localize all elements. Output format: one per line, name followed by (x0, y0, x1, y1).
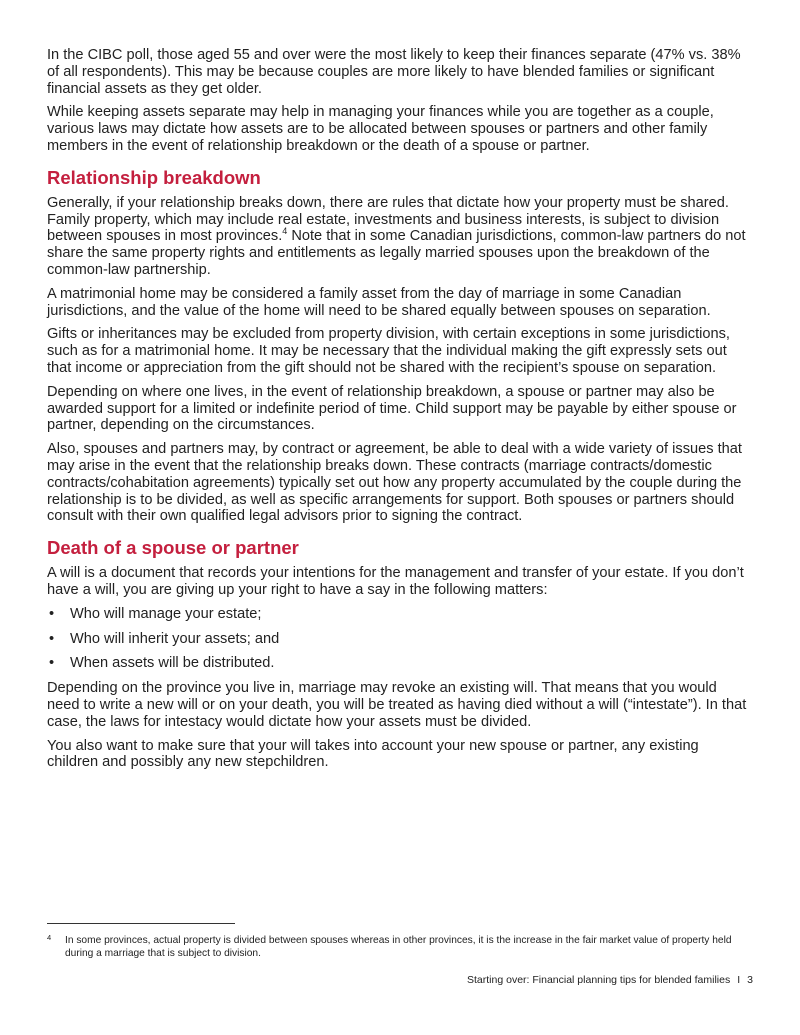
footnote (47, 934, 752, 960)
relationship-paragraph-5: Also, spouses and partners may, by contract or agreement, be able to deal with a wide variety of issues that may arise in the event that the relationship breaks down. These contracts (marriage contracts/domestic contracts/cohabitation agreements) typically set out how any property accumulated by the couple during the relationship is to be divided, as well as specific arrangements for support. Both spouses or partners should consult with their own qualified legal advisors prior to signing the contract. (47, 441, 742, 525)
intro-paragraph-2: While keeping assets separate may help in managing your finances while you are together as a couple, various laws may dictate how assets are to be allocated between spouses or partners and other family members in the event of relationship breakdown or the death of a spouse or partner. (47, 104, 714, 154)
relationship-paragraph-1-text-b: Note that in some Canadian jurisdictions, common-law partners do not share the same property rights and entitlements as legally married spouses upon the breakdown of the common-law partnership. (47, 228, 746, 278)
list-item (47, 606, 752, 623)
page-number: 3 (747, 974, 753, 986)
bullet-icon: • (49, 630, 55, 647)
list-item-text: Who will manage your estate; (70, 605, 262, 622)
page-body (47, 47, 752, 778)
footnote-text: In some provinces, actual property is divided between spouses whereas in other provinces, it is the increase in the fair market value of property held during a marriage that is subject to division. (65, 935, 732, 959)
relationship-paragraph-2: A matrimonial home may be considered a family asset from the day of marriage in some Canadian jurisdictions, and the value of the home will need to be shared equally between spouses on separation. (47, 285, 711, 319)
relationship-paragraph-1 (47, 195, 752, 279)
death-paragraph-2: Depending on the province you live in, marriage may revoke an existing will. That means that you would need to write a new will or on your death, you will be treated as having died without a will (“intestate”). In that case, the laws for intestacy would dictate how your assets must be divided. (47, 680, 747, 730)
list-item (47, 631, 752, 648)
footnote-reference[interactable]: 4 (282, 226, 288, 237)
relationship-paragraph-4: Depending on where one lives, in the event of relationship breakdown, a spouse or partner may also be awarded support for a limited or indefinite period of time. Child support may be payable by either spouse or partner, depending on the circumstances. (47, 383, 737, 434)
death-heading: Death of a spouse or partner (47, 537, 299, 559)
relationship-paragraph-1-text-a: Generally, if your relationship breaks down, there are rules that dictate how your property must be shared. Family property, which may include real estate, investments and business interests, is subject to division between spouses in most provinces. (47, 194, 729, 245)
bullet-icon: • (49, 655, 55, 672)
page-footer (467, 974, 753, 987)
footer-title: Starting over: Financial planning tips for blended families (467, 974, 731, 986)
list-item (47, 655, 752, 672)
list-item-text: When assets will be distributed. (70, 655, 275, 672)
relationship-breakdown-heading: Relationship breakdown (47, 166, 261, 188)
will-matters-list (47, 606, 752, 672)
footnote-divider (47, 923, 235, 924)
footer-separator: I (737, 974, 741, 986)
footnote-number: 4 (47, 933, 52, 942)
death-paragraph-1: A will is a document that records your intentions for the management and transfer of your estate. If you don’t have a will, you are giving up your right to have a say in the following matters: (47, 565, 744, 598)
intro-paragraph-1: In the CIBC poll, those aged 55 and over were the most likely to keep their finances separate (47% vs. 38% of all respondents). This may be because couples are more likely to have blended families or significant financial assets as they get older. (47, 47, 741, 97)
bullet-icon: • (49, 605, 55, 622)
list-item-text: Who will inherit your assets; and (70, 630, 280, 647)
relationship-paragraph-3: Gifts or inheritances may be excluded from property division, with certain exceptions in some jurisdictions, such as for a matrimonial home. It may be necessary that the individual making the gift expressly sets out that income or appreciation from the gift should not be shared with the recipient’s spouse on separation. (47, 326, 730, 376)
death-paragraph-3: You also want to make sure that your will takes into account your new spouse or partner, any existing children and possibly any new stepchildren. (47, 737, 699, 771)
